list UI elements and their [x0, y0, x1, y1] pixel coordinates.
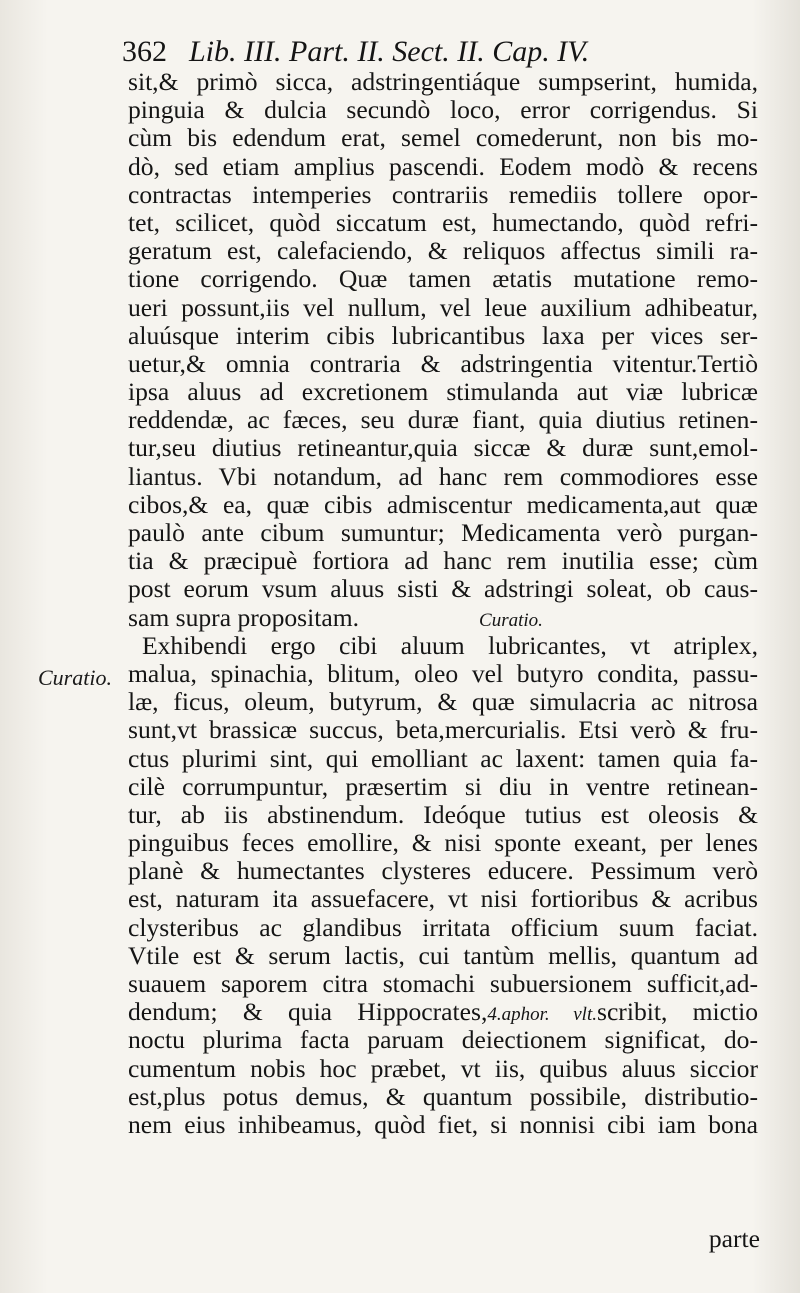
section-heading: Curatio. [479, 609, 543, 631]
text-line: ueri possunt,iis vel nullum, vel leue auxilium adhibeatur, [128, 292, 758, 322]
text-line: tur,seu diutius retineantur,quia siccæ & duræ sunt,emol- [128, 433, 758, 463]
text-line: læ, ficus, oleum, butyrum, & quæ simulacria ac nitrosa [128, 687, 758, 717]
text-line: cùm bis edendum erat, semel comederunt, non bis mo- [128, 123, 758, 153]
text-line: tia & præcipuè fortiora ad hanc rem inutilia esse; cùm [128, 546, 758, 576]
text-line: ctus plurimi sint, qui emolliant ac laxent: tamen quia fa- [128, 743, 758, 773]
text-line: uetur,& omnia contraria & adstringentia vitentur.Tertiò [128, 348, 758, 378]
text-line: aluúsque interim cibis lubricantibus laxa per vices ser- [128, 320, 758, 350]
text-line: suauem saporem citra stomachi subuersionem sufficit,ad- [128, 969, 758, 998]
text-line: sit,& primò sicca, adstringentiáque sumpserint, humida, [128, 67, 758, 96]
body-text [128, 68, 758, 1139]
text-line: contractas intemperies contrariis remediis tollere opor- [128, 179, 758, 209]
text-line: planè & humectantes clysteres educere. Pessimum verò [128, 856, 758, 886]
text-line: tur, ab iis abstinendum. Ideóque tutius est oleosis & [128, 799, 758, 829]
text-line: cumentum nobis hoc præbet, vt iis, quibus aluus siccior [128, 1053, 758, 1083]
text-line: est,plus potus demus, & quantum possibile, distributio- [128, 1081, 758, 1111]
running-title: Lib. III. Part. II. Sect. II. Cap. IV. [189, 35, 590, 68]
text-line [128, 604, 758, 632]
text-line: Exhibendi ergo cibi aluum lubricantes, vt atriplex, [142, 630, 758, 660]
text-line: cilè corrumpuntur, præsertim si diu in ventre retinean- [128, 771, 758, 801]
margin-note: Curatio. [38, 665, 112, 690]
text-line-content: dendum; & quia Hippocrates, [128, 997, 488, 1027]
page-number: 362 [122, 35, 167, 68]
text-line: pinguibus feces emollire, & nisi sponte exeant, per lenes [128, 828, 758, 858]
catchword: parte [708, 1224, 760, 1253]
text-line: nem eius inhibeamus, quòd fiet, si nonnisi cibi iam bona [128, 1109, 758, 1139]
text-line: tet, scilicet, quòd siccatum est, humectando, quòd refri- [128, 207, 758, 237]
text-line: pinguia & dulcia secundò loco, error corrigendus. Si [128, 95, 758, 125]
text-line: malua, spinachia, blitum, oleo vel butyro condita, passu- [128, 658, 758, 688]
text-line-content: sam supra propositam. [128, 602, 360, 632]
text-line [128, 998, 758, 1026]
text-line: dò, sed etiam amplius pascendi. Eodem modò & recens [128, 151, 758, 181]
text-line: paulò ante cibum sumuntur; Medicamenta verò purgan- [128, 518, 758, 547]
text-line: clysteribus ac glandibus irritata officium suum faciat. [128, 912, 758, 942]
text-line: est, naturam ita assuefacere, vt nisi fortioribus & acribus [128, 884, 758, 914]
text-line: sunt,vt brassicæ succus, beta,mercurialis. Etsi verò & fru- [128, 715, 758, 745]
text-line: tione corrigendo. Quæ tamen ætatis mutatione remo- [128, 264, 758, 294]
running-header [122, 34, 762, 70]
text-line: liantus. Vbi notandum, ad hanc rem commodiores esse [128, 461, 758, 491]
text-line: noctu plurima facta paruam deiectionem significat, do- [128, 1025, 758, 1055]
citation-tail: scribit, mictio [596, 997, 758, 1027]
text-line: cibos,& ea, quæ cibis admiscentur medicamenta,aut quæ [128, 489, 758, 519]
citation-ref: 4.aphor. vlt. [487, 1004, 597, 1026]
text-line: ipsa aluus ad excretionem stimulanda aut viæ lubricæ [128, 377, 758, 407]
text-line: post eorum vsum aluus sisti & adstringi soleat, ob caus- [128, 574, 758, 604]
text-line: geratum est, calefaciendo, & reliquos affectus simili ra- [128, 236, 758, 266]
text-line: Vtile est & serum lactis, cui tantùm mellis, quantum ad [128, 940, 758, 970]
text-line: reddendæ, ac fæces, seu duræ fiant, quia diutius retinen- [128, 405, 758, 435]
